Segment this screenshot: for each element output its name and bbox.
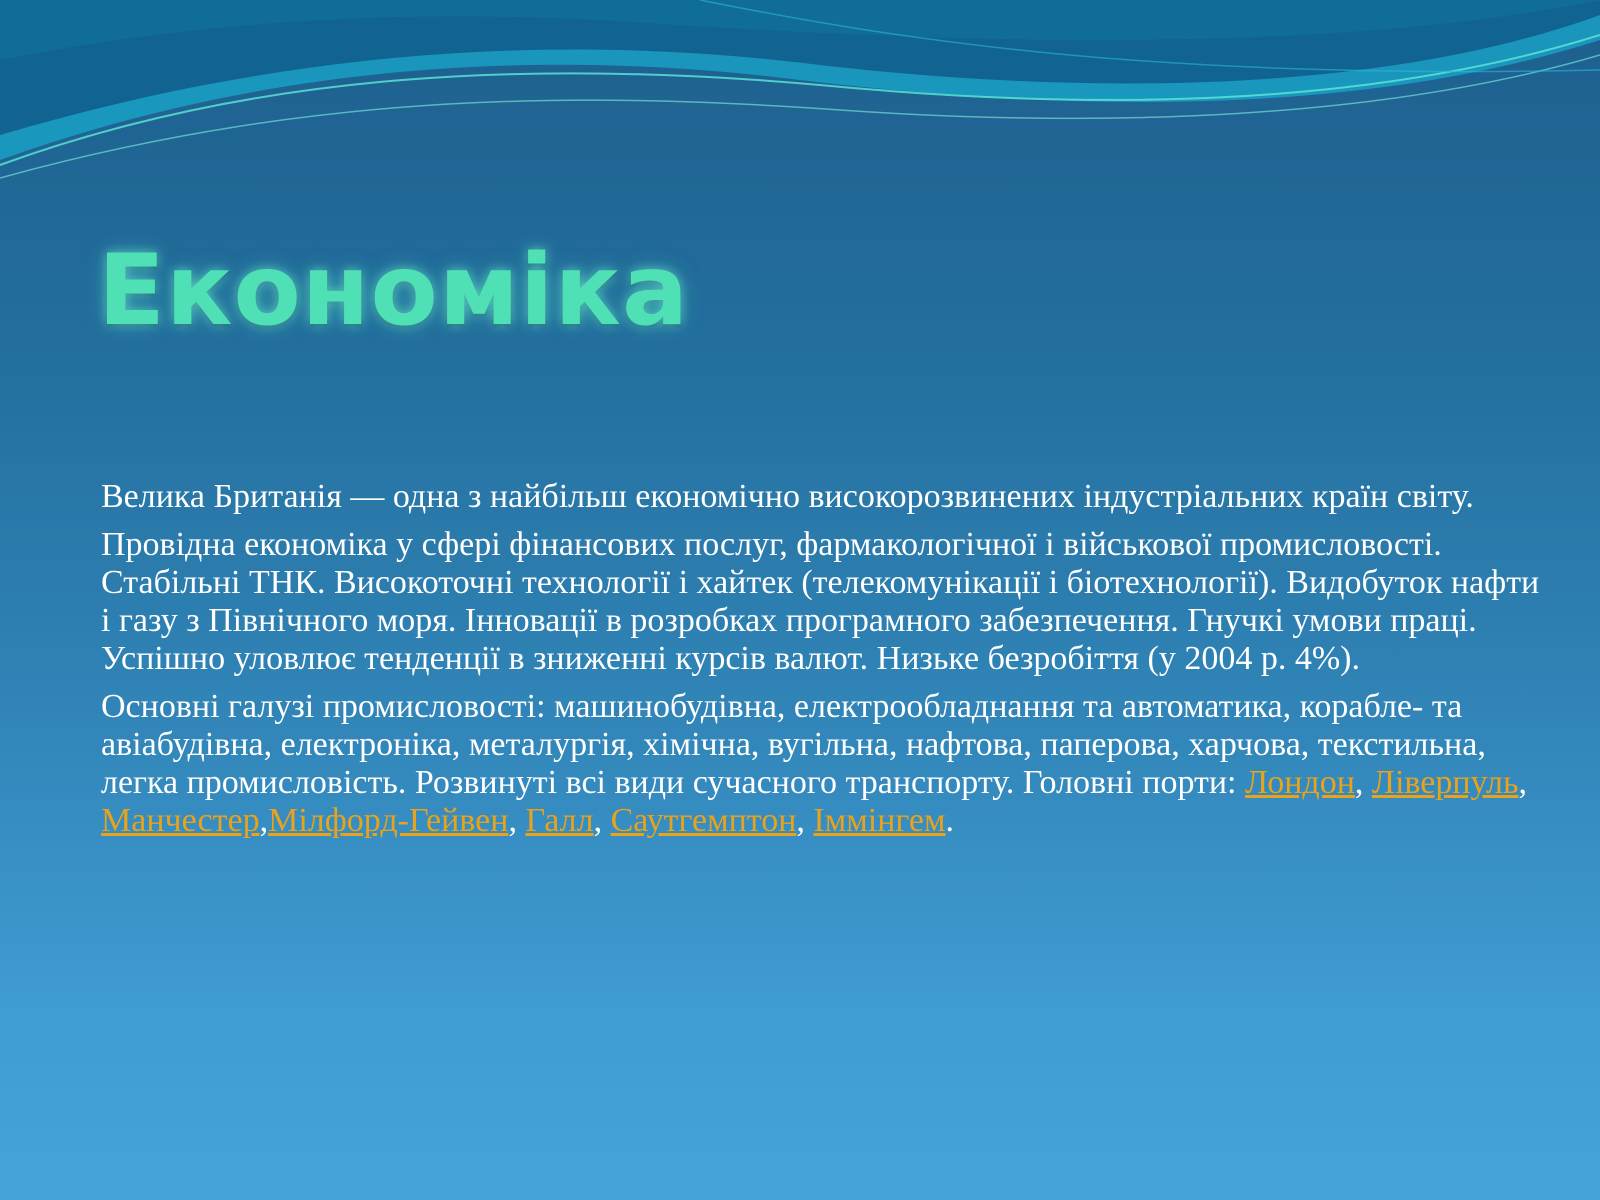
port-link-southampton[interactable]: Саутгемптон xyxy=(610,802,797,839)
port-link-milford-haven[interactable]: Мілфорд-Гейвен xyxy=(268,802,509,839)
decorative-waves xyxy=(0,0,1600,200)
paragraph-intro: Велика Британія — одна з найбільш економічно високорозвинених індустріальних країн світу. xyxy=(101,478,1474,515)
port-link-london[interactable]: Лондон xyxy=(1245,764,1355,801)
separator: , xyxy=(593,802,611,839)
slide-body xyxy=(101,478,1541,850)
paragraph-economy: Провідна економіка у сфері фінансових послуг, фармакологічної і військової промисловості. Стабільні ТНК. Високоточні технології і хайтек (телекомунікації і біотехнології). Видобуток нафти і газу з Північного моря. Інновації в розробках програмного забезпечення. Гнучкі умови праці. Успішно уловлює тенденції в зниженні курсів валют. Низьке безробіття (у 2004 р. 4%). xyxy=(101,526,1540,677)
port-link-immingham[interactable]: Іммінгем xyxy=(813,802,946,839)
final-period: . xyxy=(945,802,955,839)
port-link-hull[interactable]: Галл xyxy=(525,802,594,839)
separator: , xyxy=(1518,764,1528,801)
separator: , xyxy=(259,802,269,839)
port-link-liverpool[interactable]: Ліверпуль xyxy=(1371,764,1519,801)
paragraph-industry xyxy=(101,688,1541,840)
industry-text: Основні галузі промисловості: машинобудівна, електрообладнання та автоматика, корабле- та авіабудівна, електроніка, металургія, хімічна, вугільна, нафтова, паперова, харчова, текстильна, легка промисловість. Розвинуті всі види сучасного транспорту. Головні порти: xyxy=(101,688,1486,801)
slide-title: Економіка xyxy=(98,234,690,348)
separator: , xyxy=(796,802,814,839)
separator: , xyxy=(508,802,526,839)
separator: , xyxy=(1354,764,1372,801)
port-link-manchester[interactable]: Манчестер xyxy=(101,802,260,839)
